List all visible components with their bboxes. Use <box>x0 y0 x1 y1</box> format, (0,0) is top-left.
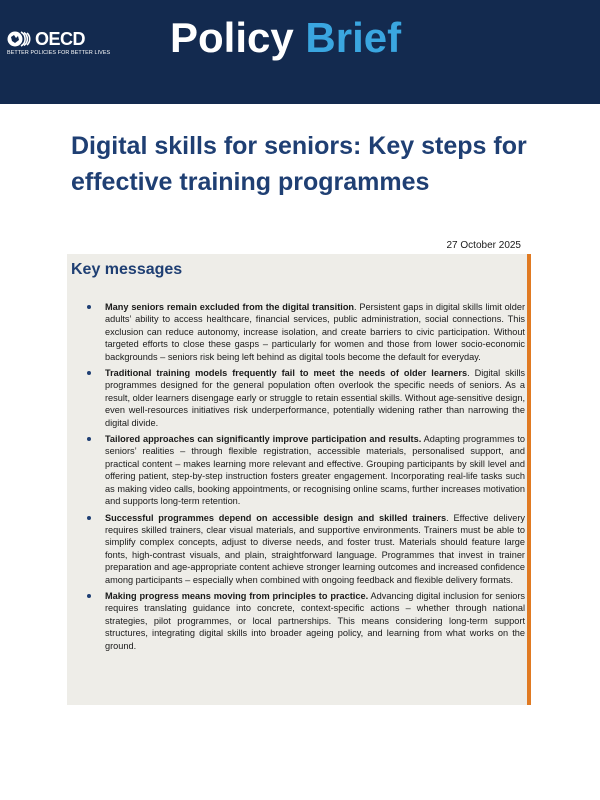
list-item <box>67 512 525 586</box>
header-banner <box>0 0 600 104</box>
logo-tagline: BETTER POLICIES FOR BETTER LIVES <box>7 50 111 56</box>
oecd-logo <box>7 29 117 63</box>
key-messages-box <box>67 254 531 705</box>
brand-title-part2: Brief <box>305 14 402 61</box>
item-text: . Effective delivery requires skilled trainers, clear visual materials, and supportive environments. Trainers must be able to simplify complex concepts, adjust to diverse needs, and foster trust. Materials should feature large fonts, high-contrast visuals, and plain, straightforward language. Programmes that invest in trainer preparation and age-appropriate content achieve stronger learning outcomes and increased confidence among participants – especially when combined with ongoing feedback and flexible delivery formats. <box>105 512 525 585</box>
publication-date: 27 October 2025 <box>446 240 521 251</box>
item-text: Adapting programmes to seniors’ realities – through flexible registration, accessible materials, personalised support, and practical content – makes learning more relevant and effective. Grouping participants by skill level and offering patient, step-by-step instruction fosters greater engagement. Incorporating real-life tasks such as making video calls, booking appointments, or recognising online scams, further increases motivation and supports long-term retention. <box>105 434 525 507</box>
list-item <box>67 301 525 363</box>
list-item <box>67 367 525 429</box>
list-item <box>67 590 525 652</box>
item-text: . Digital skills programmes designed for the general population often overlook the specific needs of seniors. As a result, older learners disengage early or struggle to retain essential skills. Without age-sensitive design, even well-resources initiatives risk underperformance, potentially widening rather than narrowing the digital divide. <box>105 368 525 428</box>
item-lead: Tailored approaches can significantly improve participation and results. <box>105 434 422 445</box>
item-lead: Traditional training models frequently fail to meet the needs of older learners <box>105 368 468 379</box>
bullet-icon <box>87 371 91 375</box>
item-lead: Making progress means moving from principles to practice. <box>105 590 369 601</box>
key-messages-heading: Key messages <box>71 261 183 278</box>
brand-title-part1: Policy <box>170 14 294 61</box>
brand-title <box>170 10 401 66</box>
item-text: . Persistent gaps in digital skills limit older adults’ ability to access healthcare, financial services, public administration, social connections. This exclusion can reduce autonomy, increase isolation, and create barriers to civic participation. Without targeted efforts to close these gasps – particularly for women and those from lower socio-economic backgrounds – seniors risk being left behind as digital tools become the default for everyday. <box>105 302 526 362</box>
list-item <box>67 433 525 507</box>
page-title: Digital skills for seniors: Key steps for effective training programmes <box>71 132 527 196</box>
key-messages-list <box>67 301 525 656</box>
oecd-logo-icon <box>7 29 33 49</box>
bullet-icon <box>87 594 91 598</box>
bullet-icon <box>87 305 91 309</box>
item-lead: Successful programmes depend on accessible design and skilled trainers <box>105 512 447 523</box>
logo-name: OECD <box>35 29 86 49</box>
bullet-icon <box>87 437 91 441</box>
bullet-icon <box>87 516 91 520</box>
item-lead: Many seniors remain excluded from the digital transition <box>105 302 355 312</box>
item-text: Advancing digital inclusion for seniors requires translating guidance into concrete, context-specific actions – whether through national strategies, pilot programmes, or local partnerships. This means considering long-term support structures, integrating digital skills into broader ageing policy, and learning from what works on the ground. <box>105 590 525 651</box>
